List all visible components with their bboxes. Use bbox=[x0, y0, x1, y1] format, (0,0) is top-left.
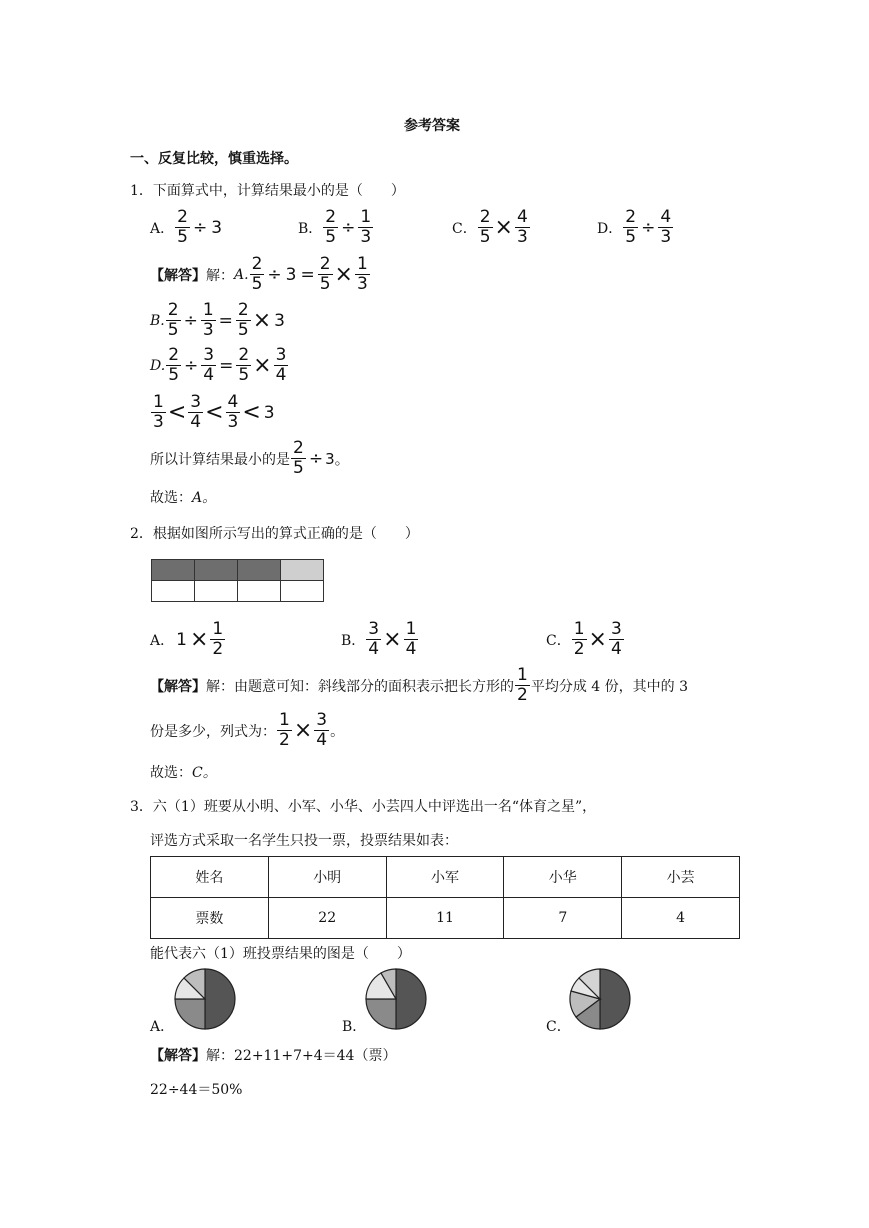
table-row: 姓名 小明 小军 小华 小芸 bbox=[151, 857, 740, 898]
q1-answer-line-a: 【解答】 解： A. $\frac{2}{5}$ ÷ 3 = $\frac{2}{5}$ × $\frac{1}{3}$ bbox=[150, 254, 368, 294]
q3-answer: 【解答】解：22+11+7+4＝44（票） bbox=[150, 1048, 397, 1064]
pie-label-c: C． bbox=[546, 1019, 571, 1035]
q1-option-b: B． $\frac{2}{5}$ ÷ $\frac{1}{3}$ bbox=[298, 207, 372, 247]
q2-option-c: C． $\frac{1}{2}$ × $\frac{3}{4}$ bbox=[546, 619, 622, 659]
q3-question: 能代表六（1）班投票结果的图是（ ） bbox=[150, 946, 411, 962]
q2-option-a: A． 1 × $\frac{1}{2}$ bbox=[150, 619, 224, 659]
bar-cell-empty bbox=[238, 581, 281, 602]
table-row: 票数 22 11 7 4 bbox=[151, 898, 740, 939]
bar-cell-light bbox=[281, 560, 324, 581]
pie-label-b: B． bbox=[342, 1019, 367, 1035]
q3-stem: 3．六（1）班要从小明、小军、小华、小芸四人中评选出一名“体育之星”， bbox=[130, 799, 597, 815]
option-label: A． bbox=[150, 220, 175, 237]
bar-cell-shaded bbox=[238, 560, 281, 581]
option-label: C． bbox=[452, 220, 477, 237]
q3-stem-2: 评选方式采取一名学生只投一票，投票结果如表： bbox=[150, 833, 458, 849]
q1-conclusion: 所以计算结果最小的是 $\frac{2}{5}$ ÷ 3。 bbox=[150, 438, 350, 478]
q1-answer-line-d: D. $\frac{2}{5}$ ÷ $\frac{3}{4}$ = $\frac{2}{5}$ × $\frac{3}{4}$ bbox=[150, 345, 287, 385]
option-label: D． bbox=[597, 220, 623, 237]
q2-choice: 故选：C。 bbox=[150, 765, 217, 781]
q3-answer-2: 22÷44＝50% bbox=[150, 1082, 243, 1098]
q1-choice: 故选：A。 bbox=[150, 490, 217, 506]
q2-answer-cont: 份是多少，列式为： $\frac{1}{2}$ × $\frac{3}{4}$ 。 bbox=[150, 710, 345, 750]
q1-option-a: A． $\frac{2}{5}$ ÷ 3 bbox=[150, 207, 223, 247]
q2-stem: 2．根据如图所示写出的算式正确的是（ ） bbox=[130, 526, 419, 542]
q1-stem bbox=[130, 180, 405, 200]
q2-bar-figure bbox=[151, 559, 324, 602]
bar-cell-shaded bbox=[152, 560, 195, 581]
q1-stem-text: 下面算式中，计算结果最小的是（ ） bbox=[152, 183, 405, 199]
section-heading: 一、反复比较，慎重选择。 bbox=[130, 151, 298, 167]
page-title: 参考答案 bbox=[404, 118, 460, 134]
q1-comparison: $\frac{1}{3}$ < $\frac{3}{4}$ < $\frac{4}{3}$ < 3 bbox=[153, 392, 275, 432]
bar-cell-empty bbox=[195, 581, 238, 602]
votes-table bbox=[150, 856, 740, 939]
q1-number: 1． bbox=[130, 183, 153, 199]
q1-option-c: C． $\frac{2}{5}$ × $\frac{4}{3}$ bbox=[452, 207, 528, 247]
pie-chart-b bbox=[363, 967, 429, 1031]
option-label: B． bbox=[298, 220, 323, 237]
bar-cell-empty bbox=[152, 581, 195, 602]
pie-chart-a bbox=[172, 967, 238, 1031]
bar-cell-shaded bbox=[195, 560, 238, 581]
pie-label-a: A． bbox=[150, 1019, 175, 1035]
q1-option-d: D． $\frac{2}{5}$ ÷ $\frac{4}{3}$ bbox=[597, 207, 672, 247]
q1-answer-line-b: B. $\frac{2}{5}$ ÷ $\frac{1}{3}$ = $\frac{2}{5}$ × 3 bbox=[150, 300, 285, 340]
q2-option-b: B． $\frac{3}{4}$ × $\frac{1}{4}$ bbox=[341, 619, 417, 659]
fraction: $\frac{2}{5}$ bbox=[177, 207, 188, 247]
bar-cell-empty bbox=[281, 581, 324, 602]
pie-chart-c bbox=[567, 967, 633, 1031]
answer-tag: 【解答】 bbox=[150, 267, 206, 284]
q2-answer: 【解答】 解：由题意可知：斜线部分的面积表示把长方形的 $\frac{1}{2}$ 平均分成 4 份，其中的 3 bbox=[150, 665, 688, 705]
